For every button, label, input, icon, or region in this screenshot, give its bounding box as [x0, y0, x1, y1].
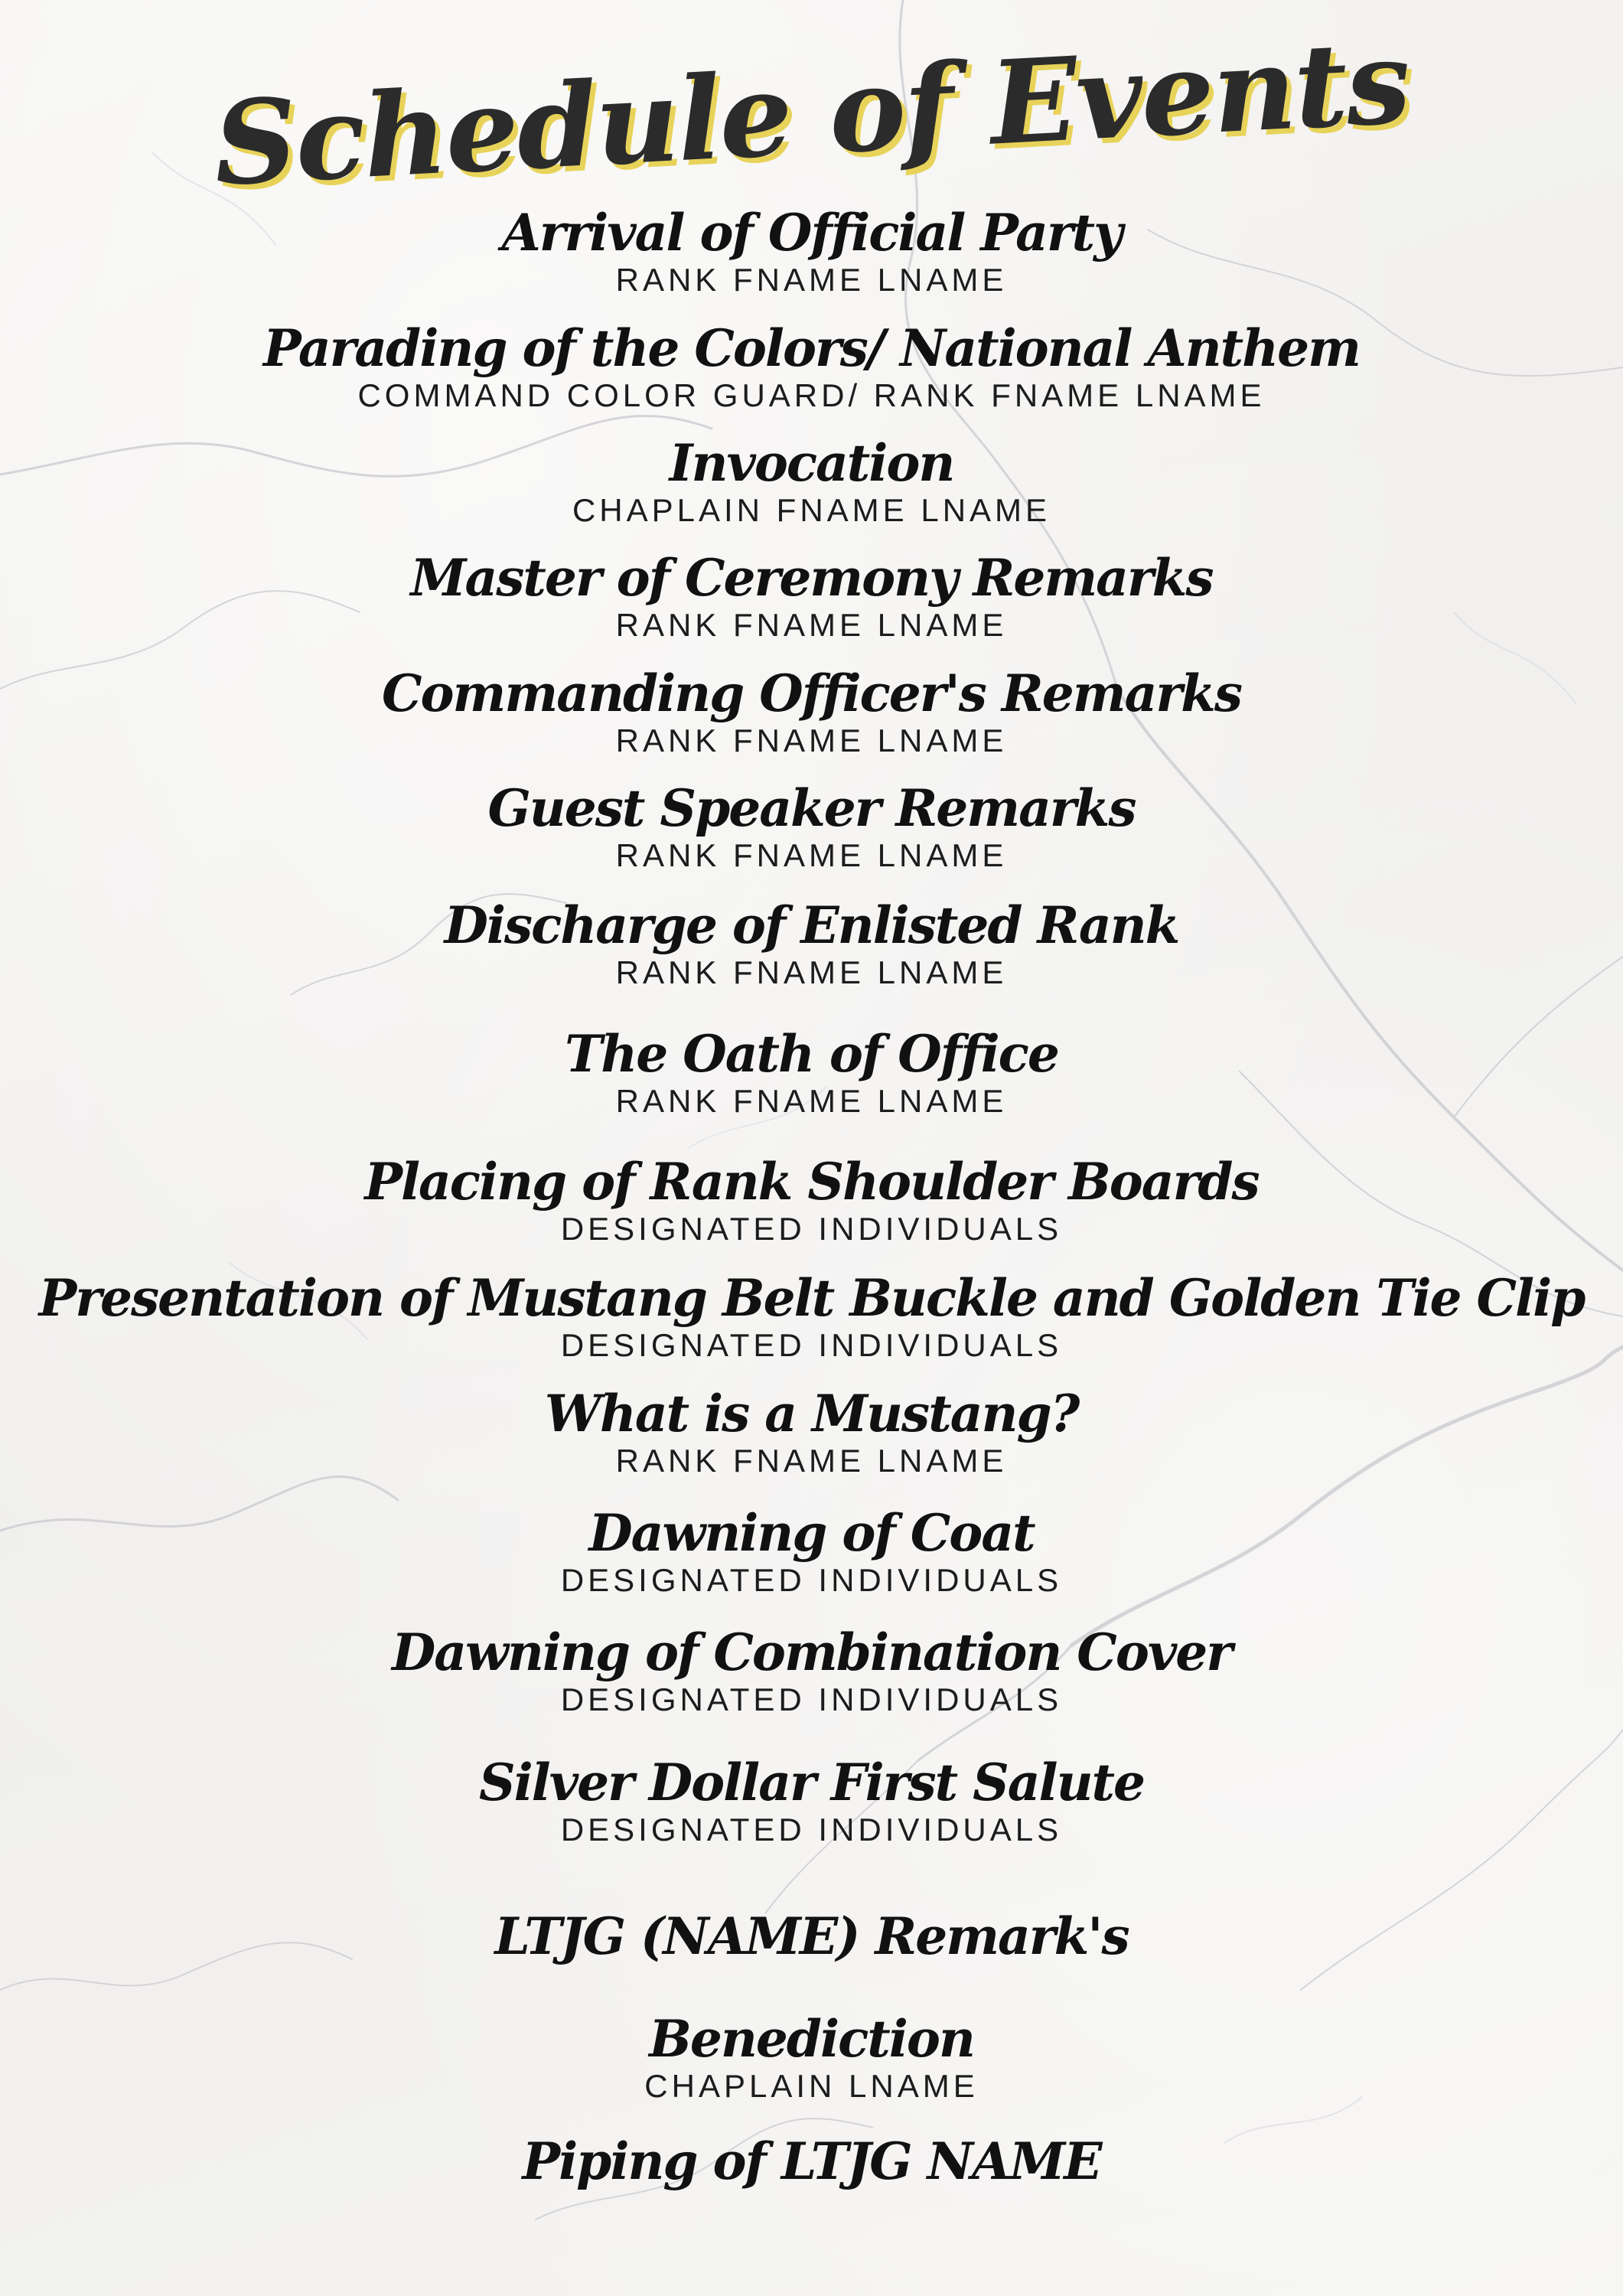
event-parading-of-the-colors: [0, 316, 1623, 416]
event-title: Commanding Officer's Remarks: [381, 664, 1242, 723]
event-master-of-ceremony-remarks: [0, 546, 1623, 645]
event-person: RANK FNAME LNAME: [615, 1083, 1008, 1119]
event-person: RANK FNAME LNAME: [615, 722, 1008, 758]
event-title: Silver Dollar First Salute: [478, 1753, 1145, 1812]
event-title: Dawning of Combination Cover: [392, 1623, 1231, 1682]
event-title: Dawning of Coat: [588, 1503, 1035, 1563]
event-person: DESIGNATED INDIVIDUALS: [560, 1812, 1063, 1848]
event-title: Presentation of Mustang Belt Buckle and Golden Tie Clip: [38, 1268, 1585, 1328]
event-ltjg-remarks: [0, 1904, 1623, 1968]
event-person: CHAPLAIN FNAME LNAME: [572, 492, 1051, 528]
event-commanding-officers-remarks: [0, 661, 1623, 761]
event-title: Placing of Rank Shoulder Boards: [364, 1152, 1259, 1212]
event-what-is-a-mustang: [0, 1381, 1623, 1481]
event-title: What is a Mustang?: [544, 1384, 1079, 1443]
event-person: DESIGNATED INDIVIDUALS: [560, 1562, 1063, 1598]
event-title: Arrival of Official Party: [501, 203, 1122, 263]
event-person: RANK FNAME LNAME: [615, 1443, 1008, 1479]
event-person: COMMAND COLOR GUARD/ RANK FNAME LNAME: [357, 377, 1266, 413]
event-arrival-of-official-party: [0, 201, 1623, 300]
event-title: Piping of LTJG NAME: [522, 2131, 1101, 2191]
event-benediction: [0, 2007, 1623, 2106]
event-title: Benediction: [649, 2009, 974, 2069]
event-person: RANK FNAME LNAME: [615, 954, 1008, 990]
event-title: Parading of the Colors/ National Anthem: [263, 318, 1360, 378]
event-title: The Oath of Office: [565, 1024, 1058, 1084]
event-title: Master of Ceremony Remarks: [410, 548, 1213, 608]
event-guest-speaker-remarks: [0, 776, 1623, 876]
event-title: LTJG (NAME) Remark's: [494, 1906, 1129, 1966]
event-person: RANK FNAME LNAME: [615, 837, 1008, 873]
event-invocation: [0, 431, 1623, 530]
event-oath-of-office: [0, 1022, 1623, 1121]
event-placing-of-rank-shoulder-boards: [0, 1150, 1623, 1249]
event-person: RANK FNAME LNAME: [615, 607, 1008, 643]
event-title: Invocation: [669, 433, 954, 493]
event-person: DESIGNATED INDIVIDUALS: [560, 1327, 1063, 1363]
event-person: RANK FNAME LNAME: [615, 262, 1008, 298]
page-title: Schedule of Events: [210, 15, 1413, 212]
event-title: Discharge of Enlisted Rank: [444, 895, 1179, 955]
event-dawning-of-combination-cover: [0, 1620, 1623, 1720]
event-piping-of-ltjg: [0, 2129, 1623, 2193]
event-title: Guest Speaker Remarks: [487, 778, 1136, 838]
event-person: CHAPLAIN LNAME: [644, 2068, 979, 2104]
event-person: DESIGNATED INDIVIDUALS: [560, 1681, 1063, 1717]
event-dawning-of-coat: [0, 1501, 1623, 1600]
event-discharge-of-enlisted-rank: [0, 893, 1623, 993]
event-person: DESIGNATED INDIVIDUALS: [560, 1211, 1063, 1247]
event-presentation-of-mustang-belt-buckle: [0, 1266, 1623, 1365]
event-silver-dollar-first-salute: [0, 1750, 1623, 1850]
